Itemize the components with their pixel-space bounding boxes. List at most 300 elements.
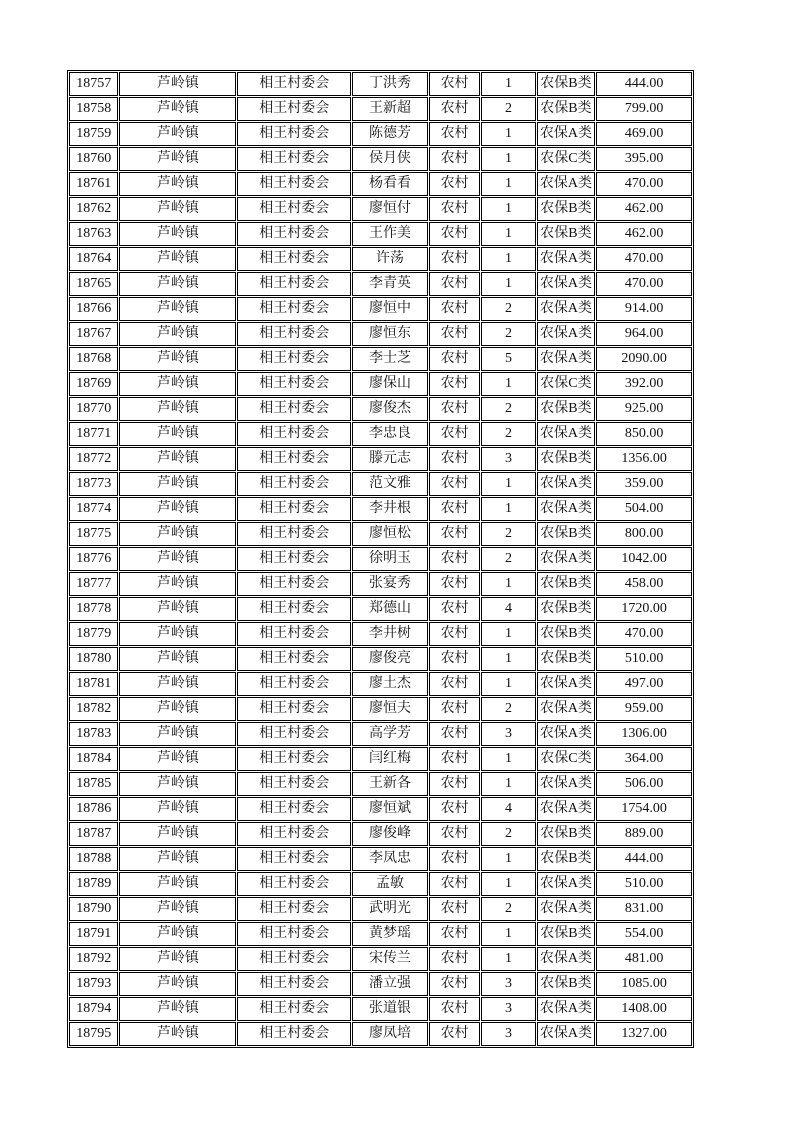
cell-amount: 1754.00 xyxy=(596,797,692,821)
table-row xyxy=(69,847,692,871)
table-row xyxy=(69,922,692,946)
table-row xyxy=(69,272,692,296)
cell-person-count: 2 xyxy=(481,897,535,921)
cell-serial-number: 18782 xyxy=(69,697,118,721)
table-row xyxy=(69,97,692,121)
cell-serial-number: 18786 xyxy=(69,797,118,821)
cell-village-committee: 相王村委会 xyxy=(237,797,351,821)
cell-person-count: 3 xyxy=(481,972,535,996)
cell-village-committee: 相王村委会 xyxy=(237,897,351,921)
cell-village-committee: 相王村委会 xyxy=(237,147,351,171)
cell-person-name: 廖土杰 xyxy=(352,672,428,696)
cell-village-committee: 相王村委会 xyxy=(237,472,351,496)
cell-residence-type: 农村 xyxy=(429,97,480,121)
cell-person-name: 孟敏 xyxy=(352,872,428,896)
cell-insurance-category: 农保A类 xyxy=(537,872,595,896)
cell-amount: 444.00 xyxy=(596,847,692,871)
cell-village-committee: 相王村委会 xyxy=(237,922,351,946)
cell-person-count: 1 xyxy=(481,147,535,171)
cell-person-name: 廖俊亮 xyxy=(352,647,428,671)
table-row xyxy=(69,172,692,196)
cell-insurance-category: 农保A类 xyxy=(537,672,595,696)
cell-residence-type: 农村 xyxy=(429,172,480,196)
cell-residence-type: 农村 xyxy=(429,922,480,946)
cell-person-name: 廖俊峰 xyxy=(352,822,428,846)
cell-amount: 800.00 xyxy=(596,522,692,546)
cell-village-committee: 相王村委会 xyxy=(237,397,351,421)
cell-town: 芦岭镇 xyxy=(119,297,236,321)
cell-person-count: 1 xyxy=(481,222,535,246)
cell-insurance-category: 农保A类 xyxy=(537,997,595,1021)
cell-residence-type: 农村 xyxy=(429,597,480,621)
cell-village-committee: 相王村委会 xyxy=(237,547,351,571)
cell-town: 芦岭镇 xyxy=(119,672,236,696)
cell-town: 芦岭镇 xyxy=(119,147,236,171)
cell-serial-number: 18783 xyxy=(69,722,118,746)
cell-person-count: 1 xyxy=(481,647,535,671)
cell-amount: 444.00 xyxy=(596,72,692,96)
cell-serial-number: 18764 xyxy=(69,247,118,271)
cell-village-committee: 相王村委会 xyxy=(237,497,351,521)
cell-town: 芦岭镇 xyxy=(119,397,236,421)
cell-residence-type: 农村 xyxy=(429,147,480,171)
cell-person-count: 1 xyxy=(481,772,535,796)
cell-amount: 831.00 xyxy=(596,897,692,921)
cell-person-count: 1 xyxy=(481,847,535,871)
cell-amount: 470.00 xyxy=(596,272,692,296)
cell-serial-number: 18776 xyxy=(69,547,118,571)
cell-serial-number: 18781 xyxy=(69,672,118,696)
cell-town: 芦岭镇 xyxy=(119,372,236,396)
table-row xyxy=(69,597,692,621)
cell-village-committee: 相王村委会 xyxy=(237,272,351,296)
cell-person-count: 1 xyxy=(481,672,535,696)
cell-amount: 554.00 xyxy=(596,922,692,946)
cell-insurance-category: 农保A类 xyxy=(537,497,595,521)
cell-amount: 462.00 xyxy=(596,222,692,246)
cell-person-count: 3 xyxy=(481,722,535,746)
table-row xyxy=(69,822,692,846)
cell-person-count: 5 xyxy=(481,347,535,371)
cell-amount: 850.00 xyxy=(596,422,692,446)
cell-residence-type: 农村 xyxy=(429,897,480,921)
cell-town: 芦岭镇 xyxy=(119,522,236,546)
cell-town: 芦岭镇 xyxy=(119,797,236,821)
cell-residence-type: 农村 xyxy=(429,847,480,871)
cell-amount: 470.00 xyxy=(596,622,692,646)
cell-serial-number: 18769 xyxy=(69,372,118,396)
cell-amount: 469.00 xyxy=(596,122,692,146)
cell-insurance-category: 农保A类 xyxy=(537,1022,595,1046)
cell-serial-number: 18775 xyxy=(69,522,118,546)
cell-residence-type: 农村 xyxy=(429,1022,480,1046)
cell-amount: 1327.00 xyxy=(596,1022,692,1046)
cell-insurance-category: 农保A类 xyxy=(537,697,595,721)
table-row xyxy=(69,122,692,146)
cell-insurance-category: 农保A类 xyxy=(537,172,595,196)
cell-town: 芦岭镇 xyxy=(119,347,236,371)
cell-residence-type: 农村 xyxy=(429,672,480,696)
cell-insurance-category: 农保B类 xyxy=(537,847,595,871)
table-row xyxy=(69,297,692,321)
cell-residence-type: 农村 xyxy=(429,222,480,246)
table-row xyxy=(69,622,692,646)
cell-insurance-category: 农保A类 xyxy=(537,897,595,921)
cell-insurance-category: 农保B类 xyxy=(537,822,595,846)
cell-serial-number: 18785 xyxy=(69,772,118,796)
cell-person-count: 4 xyxy=(481,597,535,621)
cell-person-count: 3 xyxy=(481,1022,535,1046)
table-row xyxy=(69,722,692,746)
cell-person-name: 王新超 xyxy=(352,97,428,121)
cell-insurance-category: 农保A类 xyxy=(537,297,595,321)
cell-amount: 1042.00 xyxy=(596,547,692,571)
cell-serial-number: 18770 xyxy=(69,397,118,421)
cell-town: 芦岭镇 xyxy=(119,472,236,496)
table-row xyxy=(69,397,692,421)
table-row xyxy=(69,547,692,571)
cell-insurance-category: 农保B类 xyxy=(537,647,595,671)
cell-person-name: 李士芝 xyxy=(352,347,428,371)
cell-person-count: 2 xyxy=(481,522,535,546)
table-row xyxy=(69,797,692,821)
cell-person-name: 武明光 xyxy=(352,897,428,921)
cell-insurance-category: 农保B类 xyxy=(537,622,595,646)
cell-person-count: 1 xyxy=(481,497,535,521)
cell-village-committee: 相王村委会 xyxy=(237,97,351,121)
cell-residence-type: 农村 xyxy=(429,972,480,996)
cell-person-name: 徐明玉 xyxy=(352,547,428,571)
cell-amount: 506.00 xyxy=(596,772,692,796)
cell-person-name: 廖保山 xyxy=(352,372,428,396)
table-row xyxy=(69,222,692,246)
cell-town: 芦岭镇 xyxy=(119,97,236,121)
cell-person-count: 2 xyxy=(481,547,535,571)
cell-residence-type: 农村 xyxy=(429,572,480,596)
cell-insurance-category: 农保A类 xyxy=(537,797,595,821)
cell-residence-type: 农村 xyxy=(429,797,480,821)
cell-serial-number: 18795 xyxy=(69,1022,118,1046)
cell-person-name: 滕元志 xyxy=(352,447,428,471)
table-row xyxy=(69,647,692,671)
cell-amount: 392.00 xyxy=(596,372,692,396)
cell-insurance-category: 农保B类 xyxy=(537,572,595,596)
cell-person-name: 侯月侠 xyxy=(352,147,428,171)
cell-person-name: 张道银 xyxy=(352,997,428,1021)
cell-person-name: 闫红梅 xyxy=(352,747,428,771)
cell-town: 芦岭镇 xyxy=(119,322,236,346)
cell-amount: 1085.00 xyxy=(596,972,692,996)
cell-village-committee: 相王村委会 xyxy=(237,122,351,146)
cell-person-count: 1 xyxy=(481,572,535,596)
cell-residence-type: 农村 xyxy=(429,247,480,271)
cell-serial-number: 18760 xyxy=(69,147,118,171)
cell-residence-type: 农村 xyxy=(429,772,480,796)
cell-person-count: 3 xyxy=(481,447,535,471)
cell-town: 芦岭镇 xyxy=(119,972,236,996)
cell-serial-number: 18780 xyxy=(69,647,118,671)
cell-serial-number: 18767 xyxy=(69,322,118,346)
cell-town: 芦岭镇 xyxy=(119,822,236,846)
cell-village-committee: 相王村委会 xyxy=(237,447,351,471)
cell-amount: 504.00 xyxy=(596,497,692,521)
cell-village-committee: 相王村委会 xyxy=(237,522,351,546)
cell-person-name: 廖恒松 xyxy=(352,522,428,546)
table-row xyxy=(69,322,692,346)
cell-amount: 959.00 xyxy=(596,697,692,721)
cell-residence-type: 农村 xyxy=(429,647,480,671)
cell-serial-number: 18787 xyxy=(69,822,118,846)
table-row xyxy=(69,747,692,771)
cell-town: 芦岭镇 xyxy=(119,947,236,971)
cell-person-count: 2 xyxy=(481,822,535,846)
cell-person-count: 1 xyxy=(481,272,535,296)
table-row xyxy=(69,522,692,546)
cell-person-name: 王作美 xyxy=(352,222,428,246)
cell-serial-number: 18774 xyxy=(69,497,118,521)
cell-serial-number: 18771 xyxy=(69,422,118,446)
cell-village-committee: 相王村委会 xyxy=(237,722,351,746)
cell-person-count: 1 xyxy=(481,247,535,271)
cell-person-count: 1 xyxy=(481,372,535,396)
cell-residence-type: 农村 xyxy=(429,472,480,496)
cell-residence-type: 农村 xyxy=(429,747,480,771)
cell-person-count: 1 xyxy=(481,172,535,196)
cell-insurance-category: 农保A类 xyxy=(537,122,595,146)
cell-village-committee: 相王村委会 xyxy=(237,72,351,96)
cell-person-count: 1 xyxy=(481,872,535,896)
cell-person-name: 丁洪秀 xyxy=(352,72,428,96)
cell-insurance-category: 农保A类 xyxy=(537,947,595,971)
cell-person-name: 廖凤培 xyxy=(352,1022,428,1046)
cell-person-count: 2 xyxy=(481,697,535,721)
cell-town: 芦岭镇 xyxy=(119,247,236,271)
cell-person-name: 李忠良 xyxy=(352,422,428,446)
cell-serial-number: 18792 xyxy=(69,947,118,971)
cell-amount: 914.00 xyxy=(596,297,692,321)
cell-village-committee: 相王村委会 xyxy=(237,822,351,846)
table-row xyxy=(69,422,692,446)
cell-person-name: 郑德山 xyxy=(352,597,428,621)
cell-person-name: 廖俊杰 xyxy=(352,397,428,421)
cell-residence-type: 农村 xyxy=(429,622,480,646)
table-row xyxy=(69,447,692,471)
cell-person-name: 宋传兰 xyxy=(352,947,428,971)
table-row xyxy=(69,247,692,271)
cell-town: 芦岭镇 xyxy=(119,897,236,921)
cell-insurance-category: 农保A类 xyxy=(537,772,595,796)
cell-village-committee: 相王村委会 xyxy=(237,172,351,196)
cell-village-committee: 相王村委会 xyxy=(237,672,351,696)
cell-person-name: 潘立强 xyxy=(352,972,428,996)
cell-serial-number: 18766 xyxy=(69,297,118,321)
table-row xyxy=(69,947,692,971)
cell-person-count: 1 xyxy=(481,922,535,946)
table-row xyxy=(69,372,692,396)
cell-person-count: 2 xyxy=(481,397,535,421)
cell-person-name: 许荡 xyxy=(352,247,428,271)
cell-village-committee: 相王村委会 xyxy=(237,297,351,321)
cell-person-count: 1 xyxy=(481,197,535,221)
cell-insurance-category: 农保C类 xyxy=(537,747,595,771)
cell-amount: 889.00 xyxy=(596,822,692,846)
cell-insurance-category: 农保A类 xyxy=(537,422,595,446)
cell-serial-number: 18789 xyxy=(69,872,118,896)
cell-residence-type: 农村 xyxy=(429,997,480,1021)
cell-insurance-category: 农保C类 xyxy=(537,372,595,396)
cell-serial-number: 18793 xyxy=(69,972,118,996)
cell-village-committee: 相王村委会 xyxy=(237,347,351,371)
cell-person-count: 2 xyxy=(481,297,535,321)
cell-residence-type: 农村 xyxy=(429,497,480,521)
cell-insurance-category: 农保A类 xyxy=(537,472,595,496)
table-row xyxy=(69,497,692,521)
cell-insurance-category: 农保A类 xyxy=(537,322,595,346)
cell-insurance-category: 农保A类 xyxy=(537,272,595,296)
cell-village-committee: 相王村委会 xyxy=(237,222,351,246)
cell-residence-type: 农村 xyxy=(429,372,480,396)
cell-amount: 395.00 xyxy=(596,147,692,171)
cell-serial-number: 18772 xyxy=(69,447,118,471)
cell-town: 芦岭镇 xyxy=(119,547,236,571)
cell-village-committee: 相王村委会 xyxy=(237,972,351,996)
cell-village-committee: 相王村委会 xyxy=(237,422,351,446)
cell-insurance-category: 农保B类 xyxy=(537,922,595,946)
cell-amount: 470.00 xyxy=(596,172,692,196)
cell-person-count: 3 xyxy=(481,997,535,1021)
table-row xyxy=(69,997,692,1021)
cell-person-name: 高学芳 xyxy=(352,722,428,746)
cell-person-count: 1 xyxy=(481,72,535,96)
cell-serial-number: 18779 xyxy=(69,622,118,646)
cell-residence-type: 农村 xyxy=(429,522,480,546)
table-row xyxy=(69,572,692,596)
cell-village-committee: 相王村委会 xyxy=(237,647,351,671)
cell-village-committee: 相王村委会 xyxy=(237,247,351,271)
cell-amount: 964.00 xyxy=(596,322,692,346)
cell-insurance-category: 农保B类 xyxy=(537,97,595,121)
cell-insurance-category: 农保B类 xyxy=(537,447,595,471)
cell-town: 芦岭镇 xyxy=(119,572,236,596)
cell-insurance-category: 农保B类 xyxy=(537,597,595,621)
cell-person-name: 张宴秀 xyxy=(352,572,428,596)
cell-insurance-category: 农保C类 xyxy=(537,147,595,171)
cell-town: 芦岭镇 xyxy=(119,1022,236,1046)
cell-village-committee: 相王村委会 xyxy=(237,597,351,621)
table-row xyxy=(69,347,692,371)
cell-amount: 1720.00 xyxy=(596,597,692,621)
cell-town: 芦岭镇 xyxy=(119,922,236,946)
cell-amount: 925.00 xyxy=(596,397,692,421)
table-row xyxy=(69,472,692,496)
cell-town: 芦岭镇 xyxy=(119,747,236,771)
cell-amount: 462.00 xyxy=(596,197,692,221)
cell-amount: 458.00 xyxy=(596,572,692,596)
cell-amount: 1306.00 xyxy=(596,722,692,746)
cell-amount: 481.00 xyxy=(596,947,692,971)
cell-town: 芦岭镇 xyxy=(119,872,236,896)
cell-person-name: 廖恒东 xyxy=(352,322,428,346)
cell-village-committee: 相王村委会 xyxy=(237,622,351,646)
cell-serial-number: 18784 xyxy=(69,747,118,771)
cell-town: 芦岭镇 xyxy=(119,272,236,296)
cell-residence-type: 农村 xyxy=(429,722,480,746)
cell-person-name: 杨看看 xyxy=(352,172,428,196)
cell-serial-number: 18773 xyxy=(69,472,118,496)
cell-town: 芦岭镇 xyxy=(119,222,236,246)
cell-residence-type: 农村 xyxy=(429,122,480,146)
cell-town: 芦岭镇 xyxy=(119,172,236,196)
cell-residence-type: 农村 xyxy=(429,272,480,296)
cell-insurance-category: 农保A类 xyxy=(537,547,595,571)
cell-person-count: 1 xyxy=(481,472,535,496)
table-row xyxy=(69,72,692,96)
table-row xyxy=(69,697,692,721)
cell-residence-type: 农村 xyxy=(429,397,480,421)
cell-serial-number: 18790 xyxy=(69,897,118,921)
table-row xyxy=(69,772,692,796)
cell-residence-type: 农村 xyxy=(429,422,480,446)
cell-person-count: 1 xyxy=(481,622,535,646)
cell-town: 芦岭镇 xyxy=(119,647,236,671)
cell-serial-number: 18794 xyxy=(69,997,118,1021)
cell-person-name: 廖恒夫 xyxy=(352,697,428,721)
cell-residence-type: 农村 xyxy=(429,872,480,896)
cell-town: 芦岭镇 xyxy=(119,72,236,96)
cell-person-name: 廖恒中 xyxy=(352,297,428,321)
cell-serial-number: 18759 xyxy=(69,122,118,146)
cell-serial-number: 18777 xyxy=(69,572,118,596)
records-table-body xyxy=(69,72,692,1046)
cell-town: 芦岭镇 xyxy=(119,597,236,621)
table-row xyxy=(69,197,692,221)
cell-insurance-category: 农保A类 xyxy=(537,347,595,371)
cell-town: 芦岭镇 xyxy=(119,197,236,221)
cell-person-count: 1 xyxy=(481,122,535,146)
cell-town: 芦岭镇 xyxy=(119,772,236,796)
cell-person-count: 4 xyxy=(481,797,535,821)
cell-insurance-category: 农保B类 xyxy=(537,397,595,421)
cell-serial-number: 18761 xyxy=(69,172,118,196)
cell-residence-type: 农村 xyxy=(429,447,480,471)
cell-insurance-category: 农保A类 xyxy=(537,247,595,271)
cell-person-name: 黄梦瑶 xyxy=(352,922,428,946)
table-row xyxy=(69,872,692,896)
cell-serial-number: 18768 xyxy=(69,347,118,371)
cell-amount: 799.00 xyxy=(596,97,692,121)
cell-residence-type: 农村 xyxy=(429,822,480,846)
cell-amount: 364.00 xyxy=(596,747,692,771)
cell-residence-type: 农村 xyxy=(429,197,480,221)
cell-serial-number: 18762 xyxy=(69,197,118,221)
cell-person-name: 李青英 xyxy=(352,272,428,296)
cell-person-count: 2 xyxy=(481,97,535,121)
cell-amount: 510.00 xyxy=(596,647,692,671)
cell-village-committee: 相王村委会 xyxy=(237,872,351,896)
cell-amount: 510.00 xyxy=(596,872,692,896)
cell-serial-number: 18765 xyxy=(69,272,118,296)
cell-person-name: 廖恒付 xyxy=(352,197,428,221)
cell-town: 芦岭镇 xyxy=(119,847,236,871)
cell-serial-number: 18778 xyxy=(69,597,118,621)
table-row xyxy=(69,1022,692,1046)
cell-amount: 2090.00 xyxy=(596,347,692,371)
table-row xyxy=(69,972,692,996)
cell-insurance-category: 农保B类 xyxy=(537,72,595,96)
cell-person-count: 1 xyxy=(481,747,535,771)
cell-town: 芦岭镇 xyxy=(119,422,236,446)
cell-person-count: 2 xyxy=(481,322,535,346)
